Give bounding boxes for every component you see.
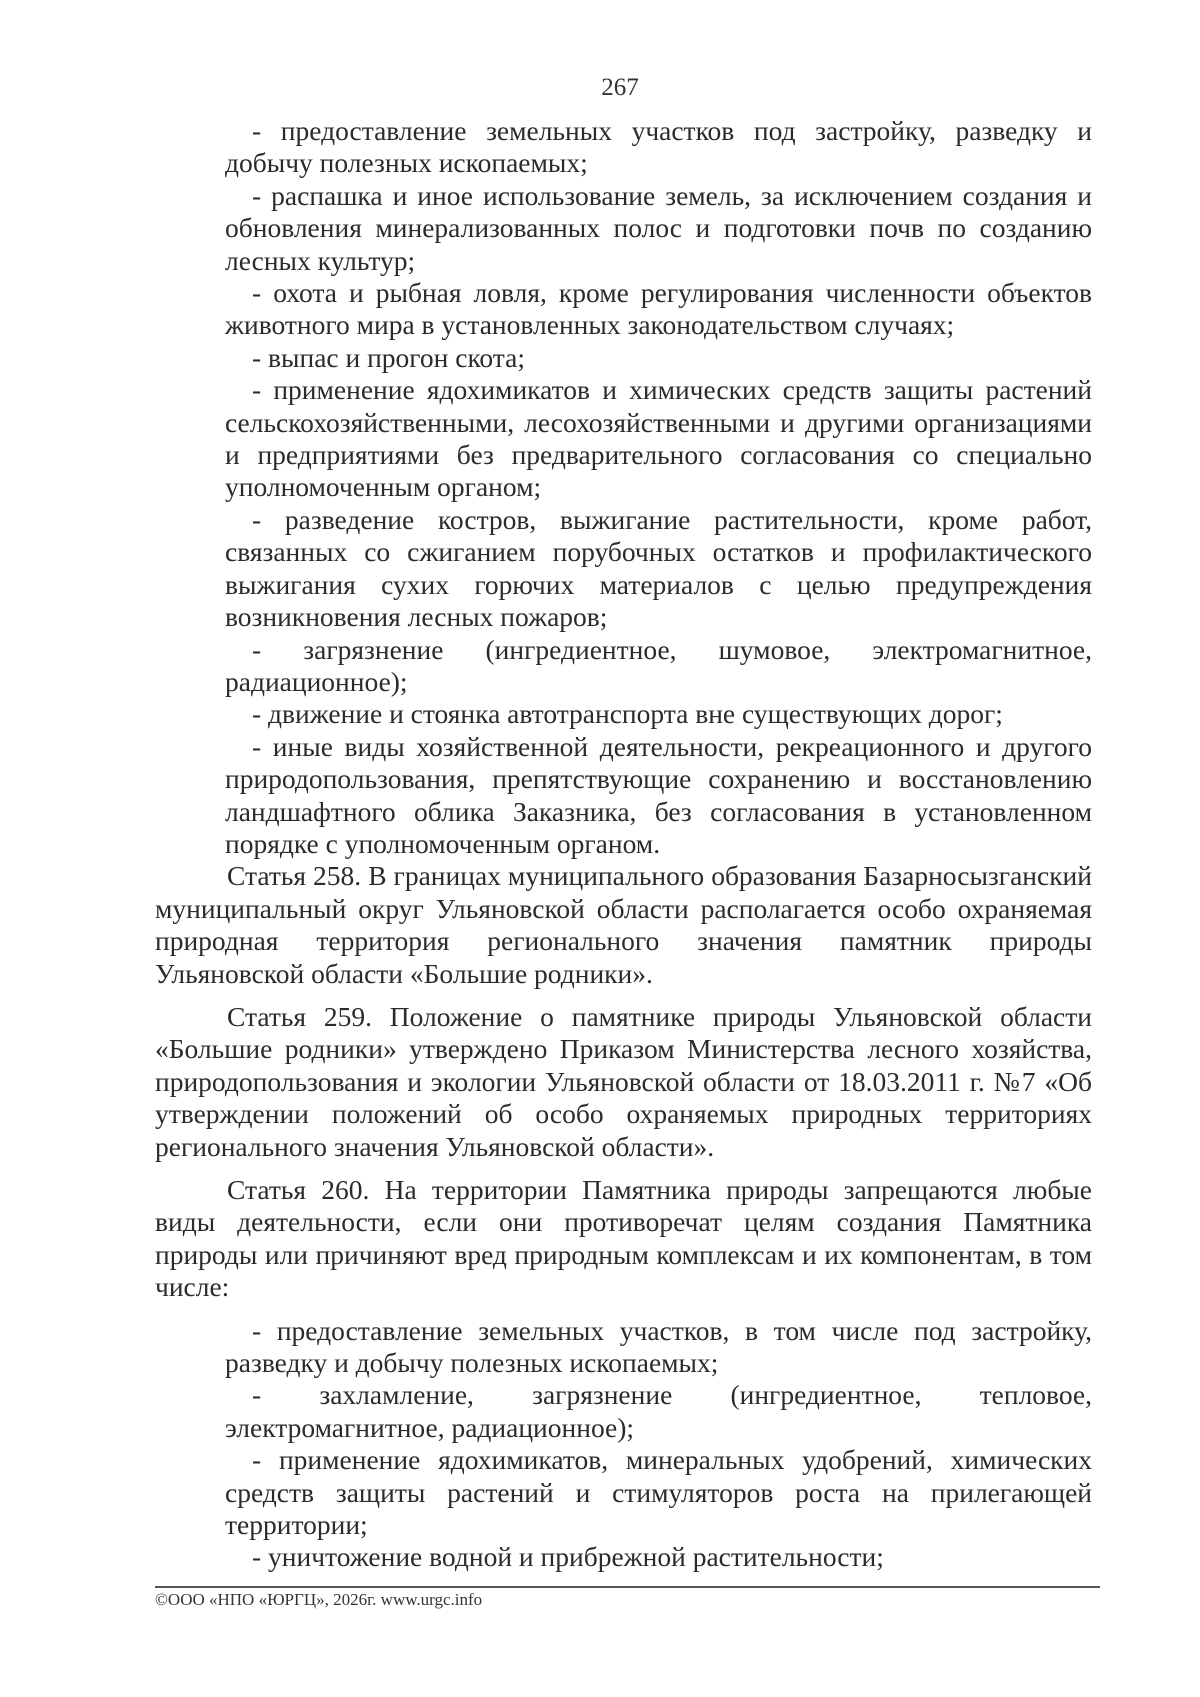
- list-item: - охота и рыбная ловля, кроме регулирования численности объектов животного мира в установленных законодательством случаях;: [225, 277, 1092, 341]
- list-item: - предоставление земельных участков, в том числе под застройку, разведку и добычу полезных ископаемых;: [225, 1314, 1092, 1379]
- article-259: Статья 259. Положение о памятнике природы Ульяновской области «Большие родники» утверждено Приказом Министерства лесного хозяйства, природопользования и экологии Ульяновской области от 18.03.2011 г. №7 «Об утверждении положений об особо охраняемых природных территориях регионального значения Ульяновской области».: [155, 1000, 1092, 1162]
- footer-divider: [155, 1586, 1100, 1588]
- list-item: - иные виды хозяйственной деятельности, рекреационного и другого природопользования, препятствующие сохранению и восстановлению ландшафтного облика Заказника, без согласования в установленном порядке с уполномоченным органом.: [225, 730, 1092, 859]
- list-item: - захламление, загрязнение (ингредиентное, тепловое, электромагнитное, радиационное);: [225, 1379, 1092, 1443]
- list-item: - уничтожение водной и прибрежной растительности;: [252, 1541, 884, 1573]
- list-item: - загрязнение (ингредиентное, шумовое, электромагнитное, радиационное);: [225, 633, 1092, 697]
- list-item: - применение ядохимикатов и химических средств защиты растений сельскохозяйственными, лесохозяйственными и другими организациями и предприятиями без предварительного согласования со специально уполномоченным органом;: [225, 374, 1092, 503]
- list-item: - разведение костров, выжигание растительности, кроме работ, связанных со сжиганием порубочных остатков и профилактического выжигания сухих горючих материалов с целью предупреждения возникновения лесных пожаров;: [225, 503, 1092, 633]
- list-item: - распашка и иное использование земель, за исключением создания и обновления минерализованных полос и подготовки почв по созданию лесных культур;: [225, 179, 1092, 276]
- document-body: [155, 115, 1092, 1574]
- article-258: Статья 258. В границах муниципального образования Базарносызганский муниципальный округ Ульяновской области располагается особо охраняемая природная территория регионального значения памятник природы Ульяновской области «Большие родники».: [155, 860, 1092, 989]
- article-260: Статья 260. На территории Памятника природы запрещаются любые виды деятельности, если они противоречат целям создания Памятника природы или причиняют вред природным комплексам и их компонентам, в том числе:: [155, 1174, 1092, 1303]
- footer-copyright: ©ООО «НПО «ЮРГЦ», 2026г. www.urgc.info: [155, 1590, 483, 1609]
- list-item: - применение ядохимикатов, минеральных удобрений, химических средств защиты растений и стимуляторов роста на прилегающей территории;: [225, 1444, 1092, 1541]
- list-item: - выпас и прогон скота;: [252, 341, 525, 373]
- list-item: - движение и стоянка автотранспорта вне существующих дорог;: [252, 698, 1003, 730]
- page-number: 267: [601, 74, 639, 101]
- list-item: - предоставление земельных участков под застройку, разведку и добычу полезных ископаемых;: [225, 115, 1092, 179]
